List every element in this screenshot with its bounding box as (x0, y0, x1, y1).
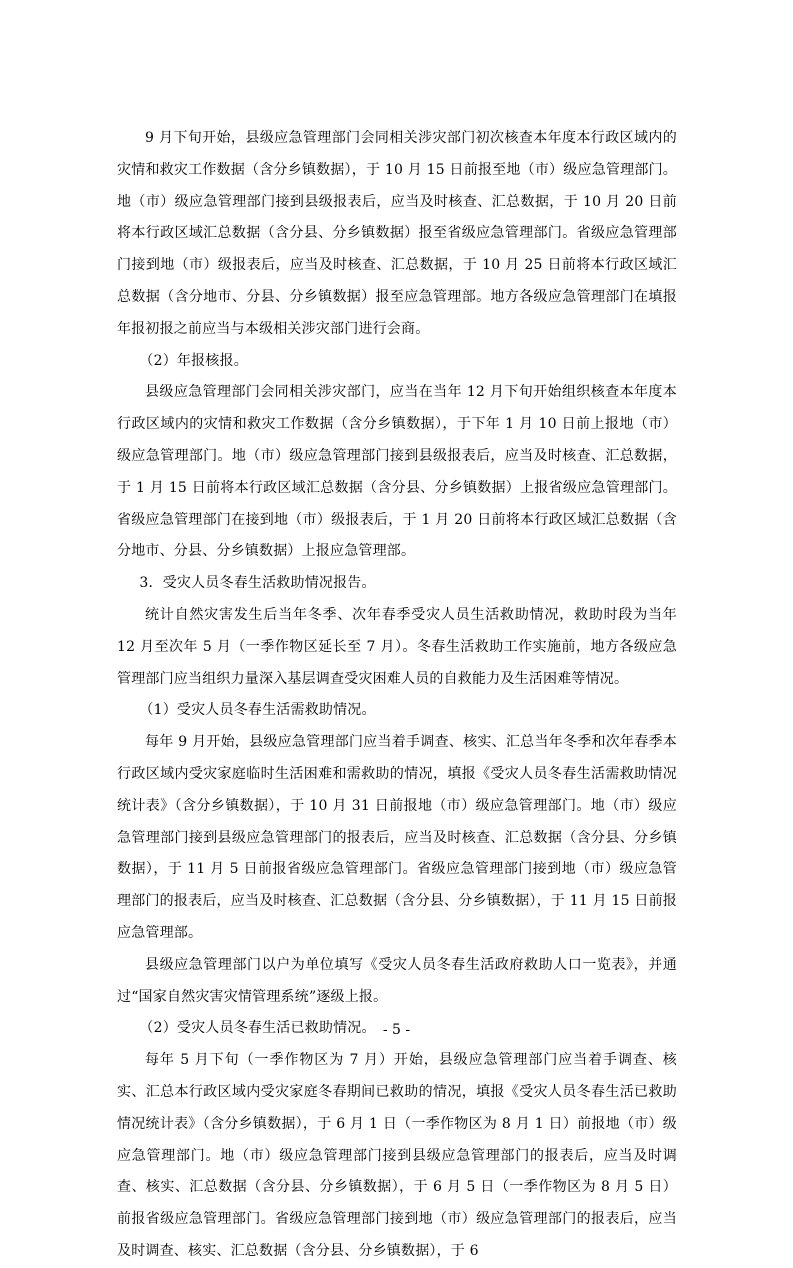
paragraph-preliminary-report: 9 月下旬开始，县级应急管理部门会同相关涉灾部门初次核查本年度本行政区域内的灾情和救灾工作数据（含分乡镇数据），于 10 月 15 日前报至地（市）级应急管理部门。地（市）级应急管理部门接到县级报表后，应当及时核查、汇总数据，于 10 月 20 日前将本行政区域汇总数据（含分县、分乡镇数据）报至省级应急管理部门。省级应急管理部门接到地（市）级报表后，应当及时核查、汇总数据，于 10 月 25 日前将本行政区域汇总数据（含分地市、分县、分乡镇数据）报至应急管理部。地方各级应急管理部门在填报年报初报之前应当与本级相关涉灾部门进行会商。 (117, 130, 677, 337)
paragraph-household-list: 县级应急管理部门以户为单位填写《受灾人员冬春生活政府救助人口一览表》，并通过“国家自然灾害灾情管理系统”逐级上报。 (117, 956, 677, 1005)
heading-annual-verification: （2）年报核报。 (139, 352, 248, 369)
paragraph-annual-verification: 县级应急管理部门会同相关涉灾部门，应当在当年 12 月下旬开始组织核查本年度本行政区域内的灾情和救灾工作数据（含分乡镇数据），于下年 1 月 10 日前上报地（市）级应急管理部门。地（市）级应急管理部门接到县级报表后，应当及时核查、汇总数据，于 1 月 15 日前将本行政区域汇总数据（含分县、分乡镇数据）上报省级应急管理部门。省级应急管理部门在接到地（市）级报表后，于 1 月 20 日前将本行政区域汇总数据（含分地市、分县、分乡镇数据）上报应急管理部。 (117, 384, 677, 560)
heading-needed-relief: （1）受灾人员冬春生活需救助情况。 (139, 702, 376, 719)
paragraph-needed-relief: 每年 9 月开始，县级应急管理部门应当着手调查、核实、汇总当年冬季和次年春季本行政区域内受灾家庭临时生活困难和需救助的情况，填报《受灾人员冬春生活需救助情况统计表》（含分乡镇数据），于 10 月 31 日前报地（市）级应急管理部门。地（市）级应急管理部门接到县级应急管理部门的报表后，应当及时核查、汇总数据（含分县、分乡镇数据），于 11 月 5 日前报省级应急管理部门。省级应急管理部门接到地（市）级应急管理部门的报表后，应当及时核查、汇总数据（含分县、分乡镇数据），于 11 月 15 日前报应急管理部。 (117, 734, 677, 941)
heading-winter-spring-relief: 3．受灾人员冬春生活救助情况报告。 (139, 575, 376, 592)
heading-completed-relief: （2）受灾人员冬春生活已救助情况。 (139, 1020, 376, 1037)
paragraph-completed-relief: 每年 5 月下旬（一季作物区为 7 月）开始，县级应急管理部门应当着手调查、核实、汇总本行政区域内受灾家庭冬春期间已救助的情况，填报《受灾人员冬春生活已救助情况统计表》（含分乡镇数据），于 6 月 1 日（一季作物区为 8 月 1 日）前报地（市）级应急管理部门。地（市）级应急管理部门接到县级应急管理部门的报表后，应当及时调查、核实、汇总数据（含分县、分乡镇数据），于 6 月 5 日（一季作物区为 8 月 5 日）前报省级应急管理部门。省级应急管理部门接到地（市）级应急管理部门的报表后，应当及时调查、核实、汇总数据（含分县、分乡镇数据），于 6 (117, 1052, 677, 1259)
paragraph-winter-spring-scope: 统计自然灾害发生后当年冬季、次年春季受灾人员生活救助情况，救助时段为当年 12 月至次年 5 月（一季作物区延长至 7 月）。冬春生活救助工作实施前，地方各级应急管理部门应当组织力量深入基层调查受灾困难人员的自救能力及生活困难等情况。 (117, 606, 677, 687)
page-number: - 5 - (382, 1022, 411, 1038)
body-text (117, 123, 677, 1268)
